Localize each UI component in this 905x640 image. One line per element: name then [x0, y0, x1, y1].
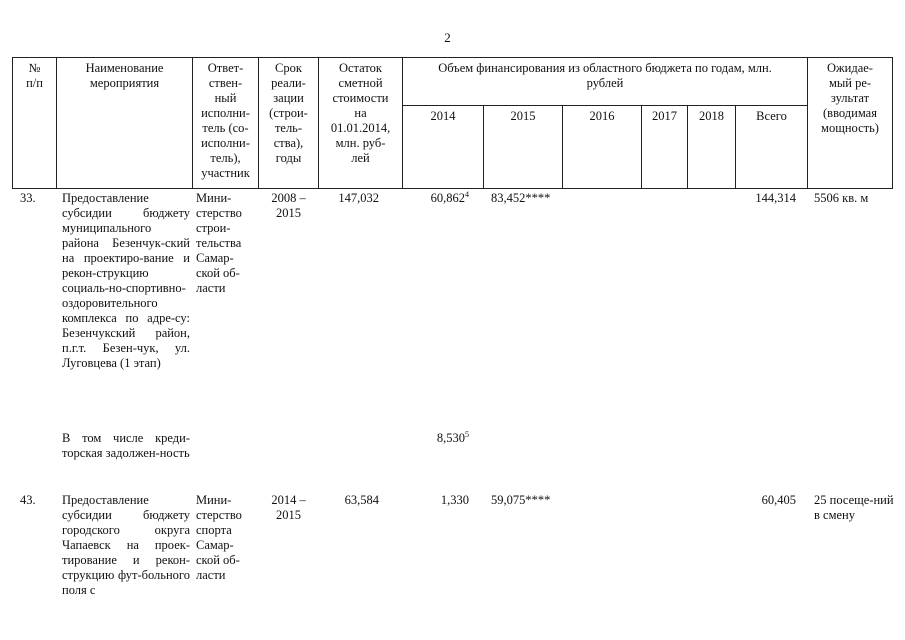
- remainder-value: 147,032: [338, 191, 379, 205]
- total-value: 144,314: [755, 191, 796, 205]
- header-name: Наименование мероприятия: [85, 61, 164, 90]
- table-top-border: [12, 57, 892, 58]
- header-year-2016: 2016: [589, 109, 615, 123]
- header-year-2014: 2014: [430, 109, 456, 123]
- executor: Мини-стерство строи-тельства Самар-ской об-ласти: [196, 191, 242, 295]
- header-executor: Ответ- ствен- ный исполни- тель (со- исполни- тель), участник: [201, 61, 250, 180]
- row-number: 33.: [20, 191, 36, 205]
- page-number: 2: [444, 30, 451, 45]
- term: 2008 – 2015: [271, 191, 306, 220]
- col-line-12: [892, 57, 893, 189]
- footnote-mark: 4: [465, 190, 469, 199]
- measure-name: В том числе креди-торская задолжен-ность: [62, 431, 190, 460]
- term: 2014 – 2015: [271, 493, 306, 522]
- header-bottom-border: [12, 188, 892, 189]
- footnote-mark: 5: [465, 430, 469, 439]
- measure-name: Предоставление субсидии бюджету муниципального района Безенчук-ский на проектиро-вание и рекон-струкцию социаль-но-спортивно-оздоровительного комплекса по адре-су: Безенчукский район, п.г.т. Безен-чук, ул. Луговцева (1 этап): [62, 191, 190, 370]
- remainder-value: 63,584: [344, 493, 379, 507]
- total-value: 60,405: [761, 493, 796, 507]
- header-year-2015: 2015: [510, 109, 536, 123]
- header-financing: Объем финансирования из областного бюджета по годам, млн. рублей: [438, 61, 772, 90]
- value-2014-number: 8,530: [436, 431, 465, 445]
- value-2014: [403, 191, 469, 206]
- header-result: Ожидае- мый ре- зультат (вводимая мощность): [821, 61, 879, 135]
- header-term: Срок реали- зации (строи- тель- ства), годы: [269, 61, 308, 165]
- expected-result: 25 посеще-ний в смену: [814, 493, 894, 522]
- value-2014-number: 60,862: [430, 191, 465, 205]
- years-subheader-line: [402, 105, 807, 106]
- value-2014: [403, 431, 469, 446]
- value-2014: 1,330: [440, 493, 469, 507]
- row-number: 43.: [20, 493, 36, 507]
- header-num: № п/п: [26, 61, 43, 90]
- expected-result: 5506 кв. м: [814, 191, 869, 205]
- executor: Мини-стерство спорта Самар-ской об-ласти: [196, 493, 242, 582]
- header-year-2017: 2017: [652, 109, 677, 123]
- value-2015: 83,452****: [491, 191, 551, 205]
- header-year-2018: 2018: [699, 109, 724, 123]
- header-total: Всего: [756, 109, 787, 123]
- measure-name: Предоставление субсидии бюджету городского округа Чапаевск на проек-тирование и рекон-струкцию фут-больного поля с: [62, 493, 190, 597]
- header-remainder: Остаток сметной стоимости на 01.01.2014, млн. руб- лей: [330, 61, 391, 165]
- value-2015: 59,075****: [491, 493, 551, 507]
